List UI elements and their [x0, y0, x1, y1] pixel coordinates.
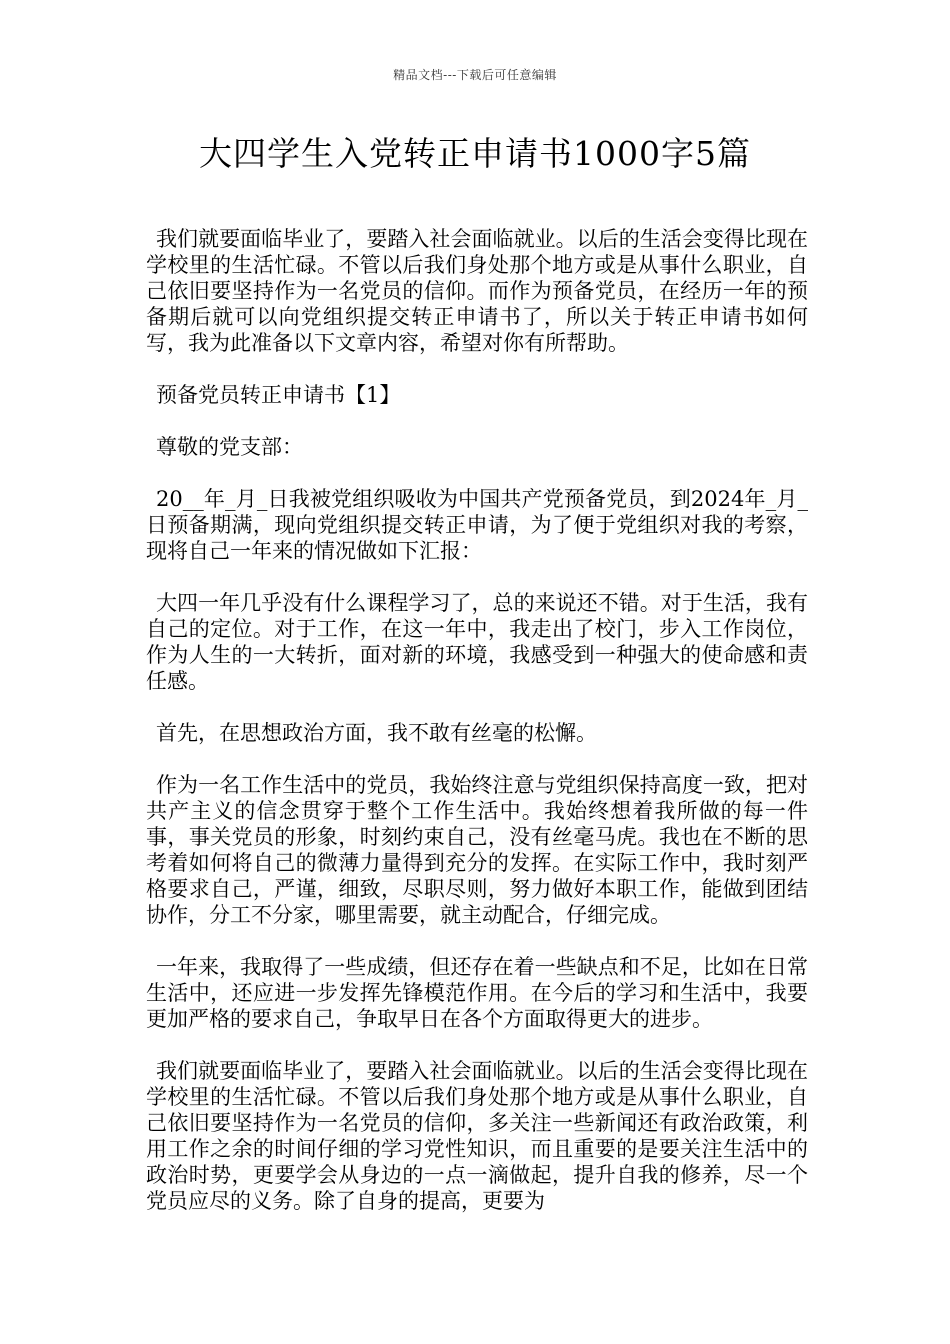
- paragraph-application: 20__年_月_日我被党组织吸收为中国共产党预备党员，到2024年_月_日预备期满，现向党组织提交转正申请，为了便于党组织对我的考察，现将自己一年来的情况做如下汇报：: [146, 487, 808, 563]
- header-note: 精品文档---下载后可任意编辑: [393, 68, 557, 82]
- document-title: 大四学生入党转正申请书1000字5篇: [199, 134, 751, 173]
- document-body: [146, 226, 808, 1240]
- paragraph-section-heading: 预备党员转正申请书【1】: [156, 383, 401, 407]
- paragraph-senior-year: 大四一年几乎没有什么课程学习了，总的来说还不错。对于生活，我有自己的定位。对于工作，在这一年中，我走出了校门，步入工作岗位，作为人生的一大转折，面对新的环境，我感受到一种强大的使命感和责任感。: [146, 591, 808, 693]
- paragraph-political-thought: 首先，在思想政治方面，我不敢有丝毫的松懈。: [156, 721, 597, 745]
- paragraph-intro: 我们就要面临毕业了，要踏入社会面临就业。以后的生活会变得比现在学校里的生活忙碌。不管以后我们身处那个地方或是从事什么职业，自己依旧要坚持作为一名党员的信仰。而作为预备党员，在经历一年的预备期后就可以向党组织提交转正申请书了，所以关于转正申请书如何写，我为此准备以下文章内容，希望对你有所帮助。: [146, 227, 808, 355]
- paragraph-graduation: 我们就要面临毕业了，要踏入社会面临就业。以后的生活会变得比现在学校里的生活忙碌。不管以后我们身处那个地方或是从事什么职业，自己依旧要坚持作为一名党员的信仰，多关注一些新闻还有政治政策，利用工作之余的时间仔细的学习党性知识，而且重要的是要关注生活中的政治时势，更要学会从身边的一点一滴做起，提升自我的修养，尽一个党员应尽的义务。除了自身的提高，更要为: [146, 1059, 808, 1213]
- paragraph-salutation: 尊敬的党支部：: [156, 435, 303, 459]
- paragraph-work-conduct: 作为一名工作生活中的党员，我始终注意与党组织保持高度一致，把对共产主义的信念贯穿于整个工作生活中。我始终想着我所做的每一件事，事关党员的形象，时刻约束自己，没有丝毫马虎。我也在不断的思考着如何将自己的微薄力量得到充分的发挥。在实际工作中，我时刻严格要求自己，严谨，细致，尽职尽则，努力做好本职工作，能做到团结协作，分工不分家，哪里需要，就主动配合，仔细完成。: [146, 773, 808, 927]
- paragraph-shortcomings: 一年来，我取得了一些成绩，但还存在着一些缺点和不足，比如在日常生活中，还应进一步发挥先锋模范作用。在今后的学习和生活中，我要更加严格的要求自己，争取早日在各个方面取得更大的进步。: [146, 955, 808, 1031]
